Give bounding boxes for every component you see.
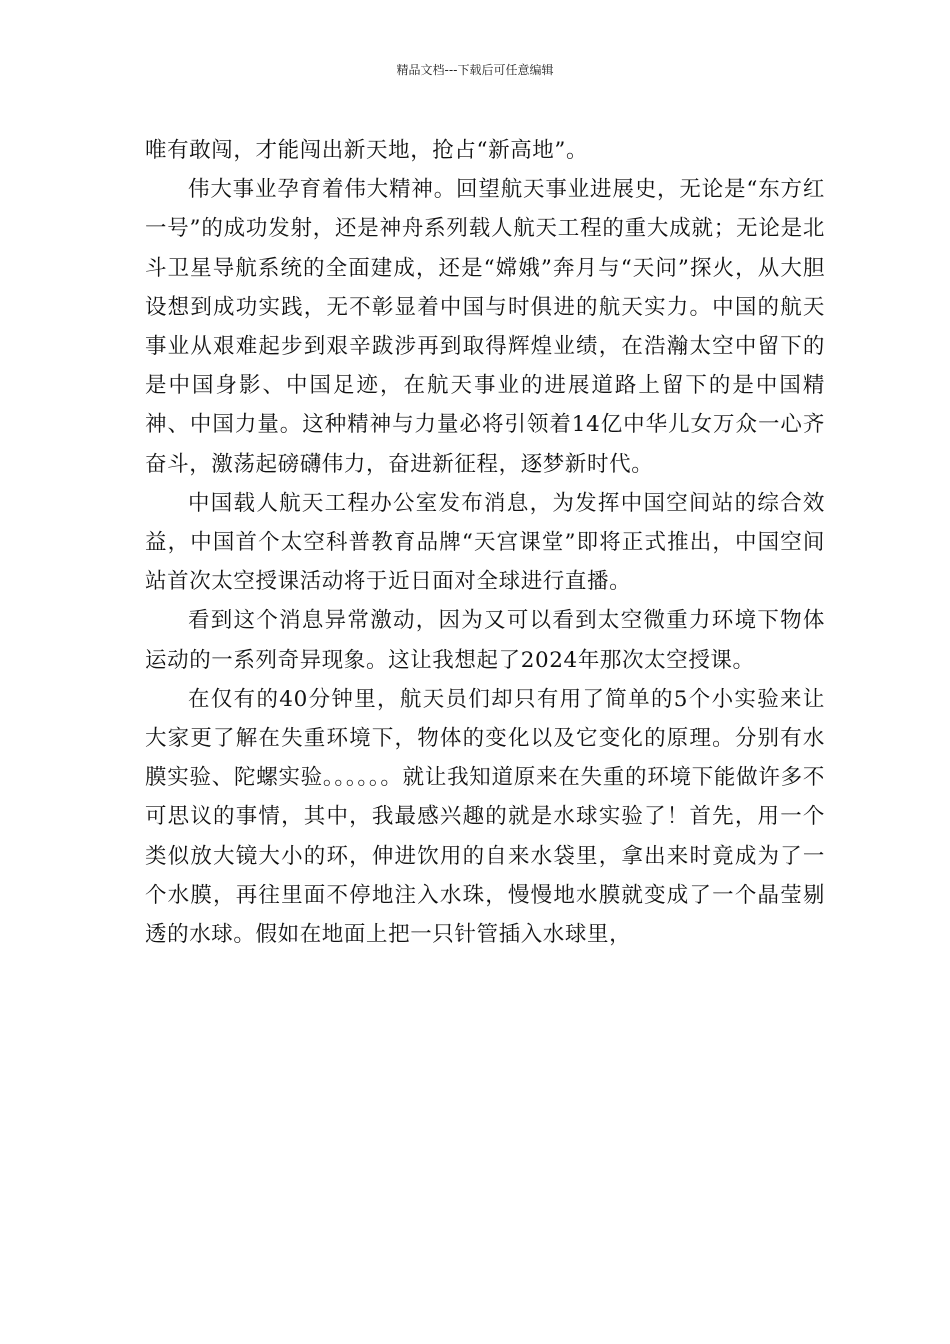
paragraph-tiangong-classroom: 中国载人航天工程办公室发布消息，为发挥中国空间站的综合效益，中国首个太空科普教育品牌“天宫课堂”即将正式推出，中国空间站首次太空授课活动将于近日面对全球进行直播。 — [145, 490, 825, 595]
paragraph-continuation: 唯有敢闯，才能闯出新天地，抢占“新高地”。 — [145, 138, 589, 163]
paragraph-excitement: 看到这个消息异常激动，因为又可以看到太空微重力环境下物体运动的一系列奇异现象。这让我想起了2024年那次太空授课。 — [145, 608, 825, 673]
page-header: 精品文档---下载后可任意编辑 — [396, 63, 554, 77]
document-body — [145, 131, 825, 954]
paragraph-water-ball-experiment: 在仅有的40分钟里，航天员们却只有用了简单的5个小实验来让大家更了解在失重环境下，物体的变化以及它变化的原理。分别有水膜实验、陀螺实验。。。。。。就让我知道原来在失重的环境下能做许多不可思议的事情，其中，我最感兴趣的就是水球实验了！首先，用一个类似放大镜大小的环，伸进饮用的自来水袋里，拿出来时竟成为了一个水膜，再往里面不停地注入水珠，慢慢地水膜就变成了一个晶莹剔透的水球。假如在地面上把一只针管插入水球里， — [145, 686, 825, 948]
paragraph-aerospace-spirit: 伟大事业孕育着伟大精神。回望航天事业进展史，无论是“东方红一号”的成功发射，还是神舟系列载人航天工程的重大成就；无论是北斗卫星导航系统的全面建成，还是“嫦娥”奔月与“天问”探火，从大胆设想到成功实践，无不彰显着中国与时俱进的航天实力。中国的航天事业从艰难起步到艰辛跋涉再到取得辉煌业绩，在浩瀚太空中留下的是中国身影、中国足迹，在航天事业的进展道路上留下的是中国精神、中国力量。这种精神与力量必将引领着14亿中华儿女万众一心齐奋斗，激荡起磅礴伟力，奋进新征程，逐梦新时代。 — [145, 177, 825, 477]
